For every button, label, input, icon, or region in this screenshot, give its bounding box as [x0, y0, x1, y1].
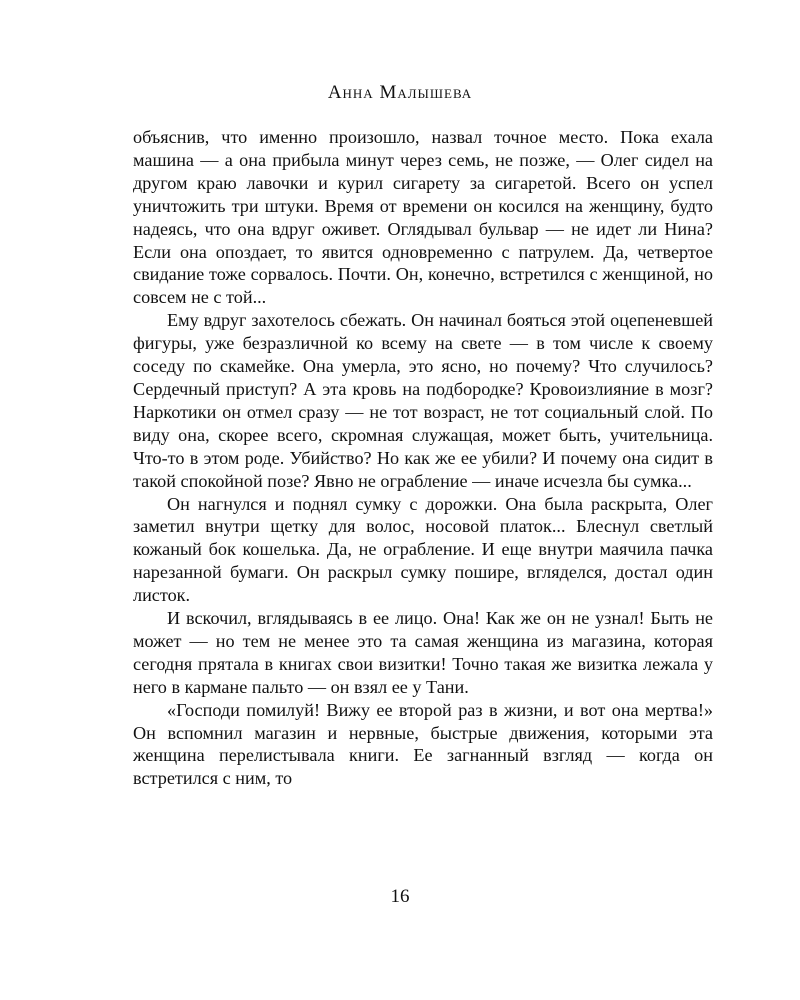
- running-head-title: Анна Малышева: [327, 82, 473, 103]
- paragraph: Ему вдруг захотелось сбежать. Он начинал бояться этой оцепеневшей фигуры, уже безразличной ко всему на свете — в том числе к своему соседу по скамейке. Она умерла, это ясно, но почему? Что случилось? Сердечный приступ? А эта кровь на подбородке? Кровоизлияние в мозг? Наркотики он отмел сразу — не тот возраст, не тот социальный слой. По виду она, скорее всего, скромная служащая, может быть, учительница. Что-то в этом роде. Убийство? Но как же ее убили? И почему она сидит в такой спокойной позе? Явно не ограбление — иначе исчезла бы сумка...: [133, 310, 713, 491]
- paragraph: «Господи помилуй! Вижу ее второй раз в жизни, и вот она мертва!» Он вспомнил магазин и нервные, быстрые движения, которыми эта женщина перелистывала книги. Ее загнанный взгляд — когда он встретился с ним, то: [133, 699, 713, 789]
- page-number: 16: [390, 886, 410, 907]
- paragraph: И вскочил, вглядываясь в ее лицо. Она! Как же он не узнал! Быть не может — но тем не менее это та самая женщина из магазина, которая сегодня прятала в книгах свои визитки! Точно такая же визитка лежала у него в кармане пальто — он взял ее у Тани.: [133, 608, 713, 697]
- paragraph: объяснив, что именно произошло, назвал точное место. Пока ехала машина — а она прибыла минут через семь, не позже, — Олег сидел на другом краю лавочки и курил сигарету за сигаретой. Всего он успел уничтожить три штуки. Время от времени он косился на женщину, будто надеясь, что она вдруг оживет. Оглядывал бульвар — не идет ли Нина? Если она опоздает, то явится одновременно с патрулем. Да, четвертое свидание тоже сорвалось. Почти. Он, конечно, встретился с женщиной, но совсем не с той...: [133, 127, 713, 308]
- paragraph: Он нагнулся и поднял сумку с дорожки. Она была раскрыта, Олег заметил внутри щетку для волос, носовой платок... Блеснул светлый кожаный бок кошелька. Да, не ограбление. И еще внутри маячила пачка нарезанной бумаги. Он раскрыл сумку пошире, вгляделся, достал один листок.: [133, 493, 713, 606]
- body-text: [133, 126, 713, 790]
